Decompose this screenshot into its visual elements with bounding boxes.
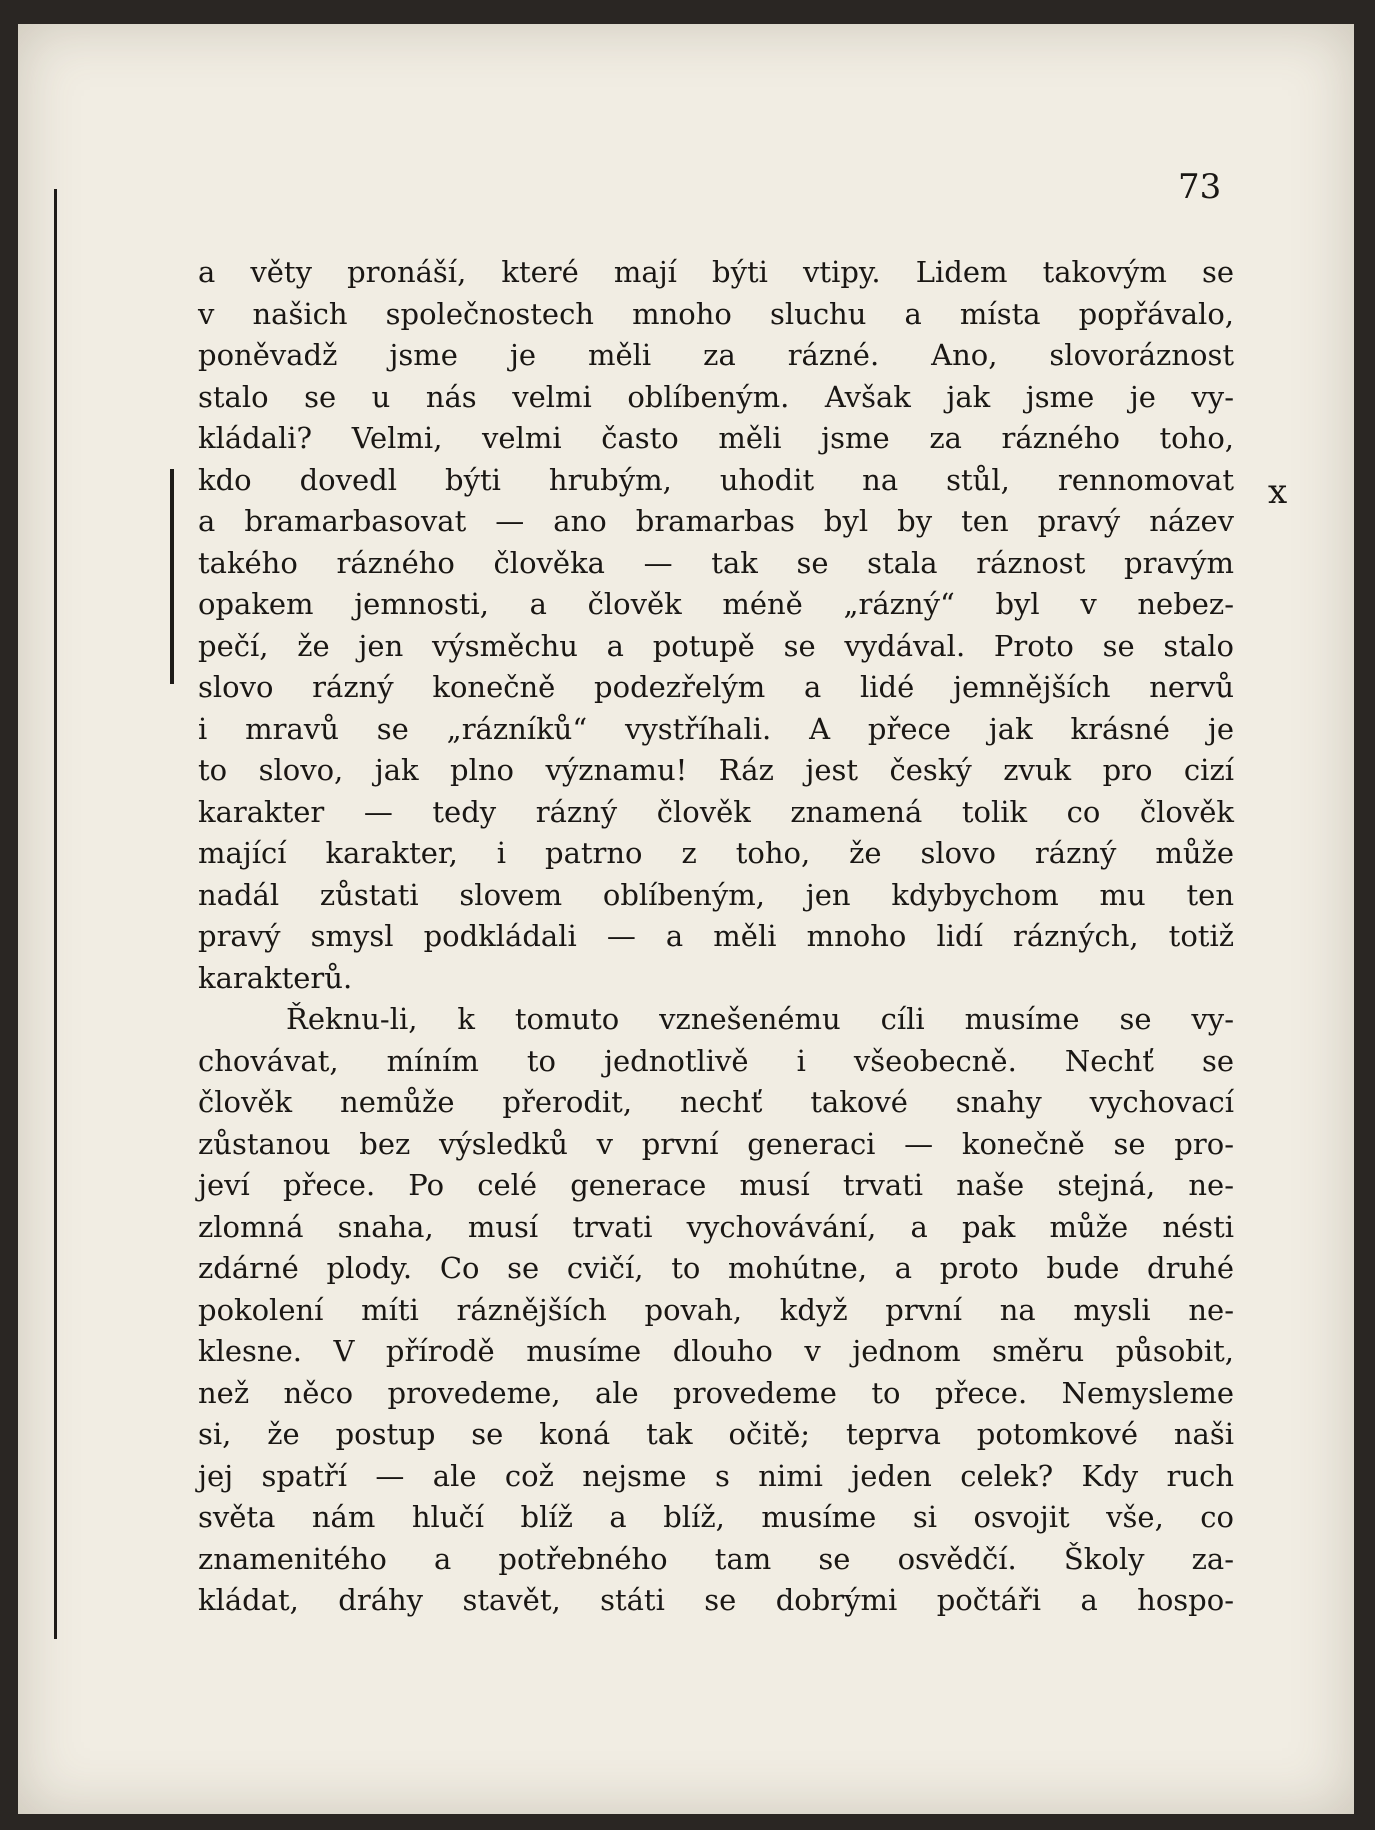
text-line: nadál zůstati slovem oblíbeným, jen kdybychom mu ten <box>198 877 1234 912</box>
text-line: to slovo, jak plno významu! Ráz jest český zvuk pro cizí <box>198 753 1234 787</box>
text-line: Řeknu-li, k tomuto vznešenému cíli musíme se vy- <box>286 1002 1234 1036</box>
text-line: znamenitého a potřebného tam se osvědčí. Školy za- <box>198 1541 1234 1576</box>
page-number: 73 <box>1178 167 1222 207</box>
text-line: kdo dovedl býti hrubým, uhodit na stůl, rennomovat <box>198 462 1234 497</box>
text-line: klesne. V přírodě musíme dlouho v jednom směru působit, <box>198 1334 1234 1368</box>
text-line: poněvadž jsme je měli za rázné. Ano, slovoráznost <box>198 338 1234 372</box>
body-text <box>198 252 1234 1622</box>
text-line: zlomná snaha, musí trvati vychovávání, a pak může nésti <box>198 1209 1234 1244</box>
text-line: jej spatří — ale což nejsme s nimi jeden celek? Kdy ruch <box>198 1458 1234 1493</box>
text-line: člověk nemůže přerodit, nechť takové snahy vychovací <box>198 1085 1234 1119</box>
text-line: stalo se u nás velmi oblíbeným. Avšak jak jsme je vy- <box>198 379 1234 414</box>
text-line: kládat, dráhy stavět, státi se dobrými počtáři a hospo- <box>198 1583 1234 1617</box>
text-line: zdárné plody. Co se cvičí, to mohútne, a proto bude druhé <box>198 1251 1234 1285</box>
text-line: karakterů. <box>198 960 353 995</box>
binding-edge-rule <box>54 189 57 1639</box>
margin-marker-bar <box>170 469 174 684</box>
text-line: pokolení míti ráznějších povah, když první na mysli ne- <box>198 1292 1234 1327</box>
text-line: takého rázného člověka — tak se stala ráznost pravým <box>198 545 1234 580</box>
text-line: si, že postup se koná tak očitě; teprva potomkové naši <box>198 1417 1234 1451</box>
text-line: chovávat, míním to jednotlivě i všeobecně. Nechť se <box>198 1043 1234 1078</box>
text-line: karakter — tedy rázný člověk znamená tolik co člověk <box>198 794 1234 829</box>
text-line: slovo rázný konečně podezřelým a lidé jemnějších nervů <box>198 670 1234 704</box>
text-line: světa nám hlučí blíž a blíž, musíme si osvojit vše, co <box>198 1500 1234 1534</box>
book-page <box>18 24 1354 1814</box>
text-line: než něco provedeme, ale provedeme to přece. Nemysleme <box>198 1375 1234 1410</box>
text-line: mající karakter, i patrno z toho, že slovo rázný může <box>198 836 1234 870</box>
text-line: opakem jemnosti, a člověk méně „rázný“ byl v nebez- <box>198 587 1234 621</box>
text-line: kládali? Velmi, velmi často měli jsme za rázného toho, <box>198 421 1234 455</box>
text-line: i mravů se „rázníků“ vystříhali. A přece jak krásné je <box>198 711 1234 746</box>
text-line: v našich společnostech mnoho sluchu a místa popřávalo, <box>198 296 1234 331</box>
text-line: a věty pronáší, které mají býti vtipy. Lidem takovým se <box>198 255 1234 289</box>
text-line: a bramarbasovat — ano bramarbas byl by ten pravý název <box>198 504 1234 538</box>
text-line: pečí, že jen výsměchu a potupě se vydával. Proto se stalo <box>198 628 1234 663</box>
text-line: zůstanou bez výsledků v první generaci — konečně se pro- <box>198 1126 1234 1161</box>
margin-annotation: x <box>1268 472 1288 512</box>
text-line: jeví přece. Po celé generace musí trvati naše stejná, ne- <box>198 1168 1234 1202</box>
text-line: pravý smysl podkládali — a měli mnoho lidí rázných, totiž <box>198 919 1234 953</box>
